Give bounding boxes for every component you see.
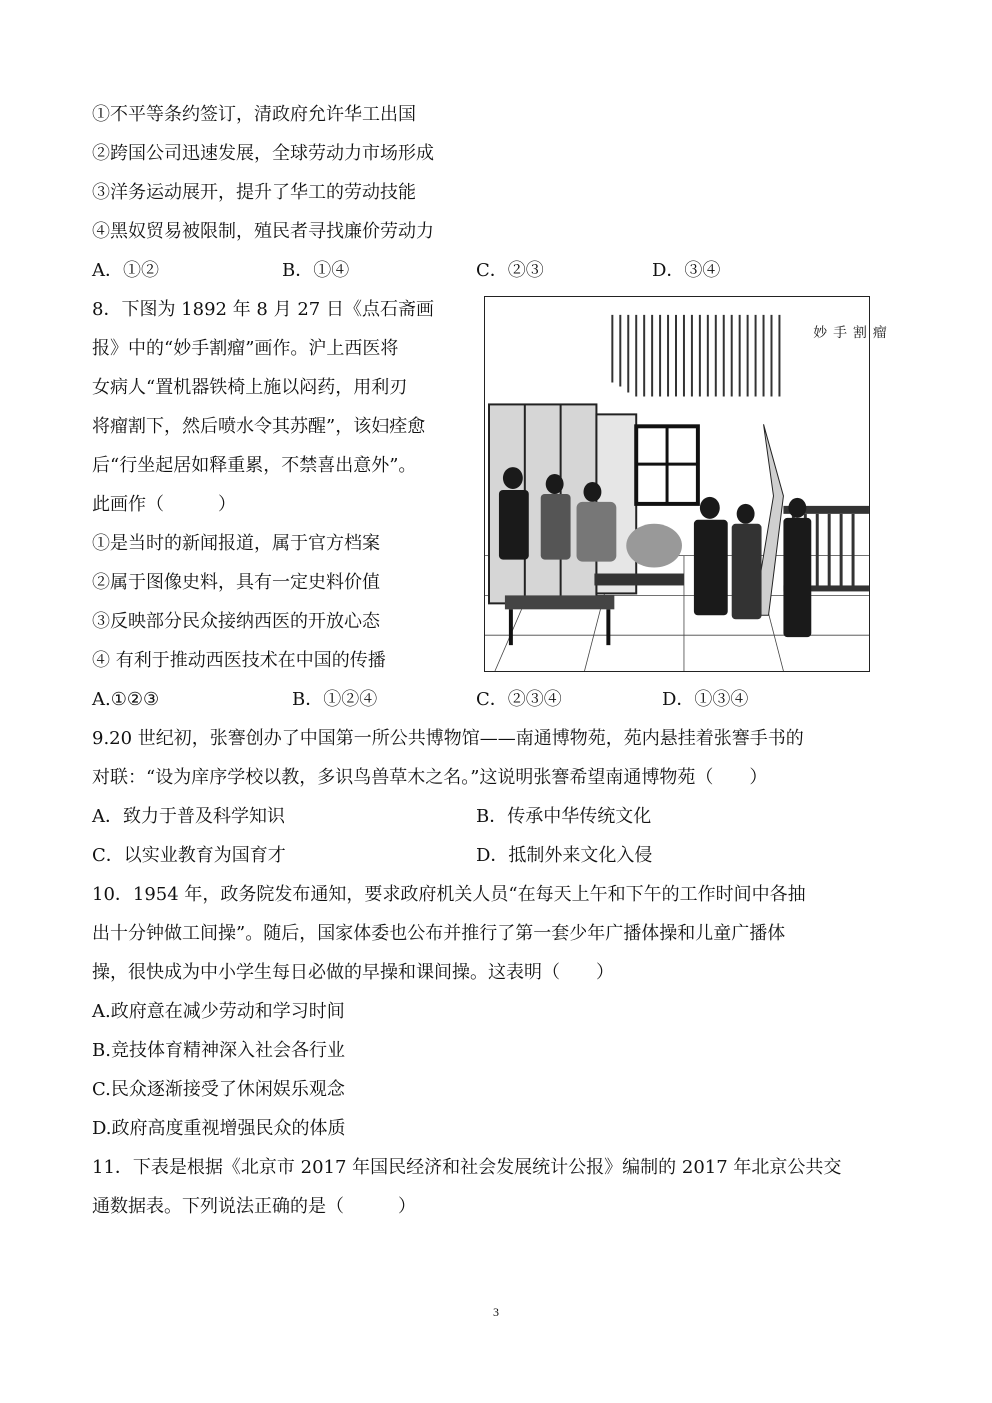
q7-item-4: ④黑奴贸易被限制，殖民者寻找廉价劳动力: [92, 221, 434, 242]
q7-option-a: A．①②: [92, 260, 159, 281]
page-number: 3: [493, 1305, 499, 1319]
q9-option-a: A．致力于普及科学知识: [92, 806, 285, 827]
q10-option-a: A.政府意在减少劳动和学习时间: [92, 1001, 345, 1022]
q8-stem-line-1: 8．下图为 1892 年 8 月 27 日《点石斋画: [92, 299, 434, 320]
q8-stem-line-2: 报》中的“妙手割瘤”画作。沪上西医将: [92, 338, 399, 359]
q10-stem-line-3: 操，很快成为中小学生每日必做的早操和课间操。这表明（ ）: [92, 962, 614, 983]
q11-stem-line-2: 通数据表。下列说法正确的是（ ）: [92, 1196, 416, 1217]
q10-option-d: D.政府高度重视增强民众的体质: [92, 1118, 346, 1139]
q8-option-d: D．①③④: [662, 689, 749, 710]
q9-stem-line-1: 9.20 世纪初，张謇创办了中国第一所公共博物馆——南通博物苑，苑内悬挂着张謇手书的: [92, 728, 804, 749]
q8-stem-line-4: 将瘤割下，然后喷水令其苏醒”，该妇痊愈: [92, 416, 426, 437]
q7-item-2: ②跨国公司迅速发展，全球劳动力市场形成: [92, 143, 434, 164]
q8-stem-line-6: 此画作（ ）: [92, 494, 236, 515]
q8-item-3: ③反映部分民众接纳西医的开放心态: [92, 611, 380, 632]
q9-option-d: D．抵制外来文化入侵: [476, 845, 653, 866]
q11-stem-line-1: 11．下表是根据《北京市 2017 年国民经济和社会发展统计公报》编制的 2017 年北京公共交: [92, 1157, 842, 1178]
q8-stem-line-5: 后“行坐起居如释重累，不禁喜出意外”。: [92, 455, 417, 476]
q7-option-d: D．③④: [652, 260, 721, 281]
illustration-text-block: [612, 315, 779, 397]
illustration-title: 妙手割瘤: [813, 324, 893, 341]
q7-item-3: ③洋务运动展开，提升了华工的劳动技能: [92, 182, 416, 203]
q10-stem-line-2: 出十分钟做工间操”。随后，国家体委也公布并推行了第一套少年广播体操和儿童广播体: [92, 923, 786, 944]
q10-stem-line-1: 10．1954 年，政务院发布通知，要求政府机关人员“在每天上午和下午的工作时间中各抽: [92, 884, 806, 905]
window: [636, 426, 698, 504]
q8-option-b: B．①②④: [292, 689, 378, 710]
q8-item-2: ②属于图像史料，具有一定史料价值: [92, 572, 380, 593]
q8-stem-line-3: 女病人“置机器铁椅上施以闷药，用利刃: [92, 377, 408, 398]
q9-stem-line-2: 对联：“设为庠序学校以教，多识鸟兽草木之名。”这说明张謇希望南通博物苑（ ）: [92, 767, 768, 788]
q9-option-b: B．传承中华传统文化: [476, 806, 652, 827]
q8-option-a: A.①②③: [92, 689, 160, 710]
historical-illustration: [484, 296, 893, 672]
q8-option-c: C．②③④: [476, 689, 562, 710]
q7-option-b: B．①④: [282, 260, 350, 281]
illustration-drawing: [485, 297, 893, 671]
q10-option-b: B.竞技体育精神深入社会各行业: [92, 1040, 345, 1061]
q7-item-1: ①不平等条约签订，清政府允许华工出国: [92, 104, 416, 125]
q8-item-1: ①是当时的新闻报道，属于官方档案: [92, 533, 380, 554]
q7-option-c: C．②③: [476, 260, 544, 281]
q8-item-4: ④ 有利于推动西医技术在中国的传播: [92, 650, 386, 671]
q9-option-c: C．以实业教育为国育才: [92, 845, 286, 866]
q10-option-c: C.民众逐渐接受了休闲娱乐观念: [92, 1079, 345, 1100]
